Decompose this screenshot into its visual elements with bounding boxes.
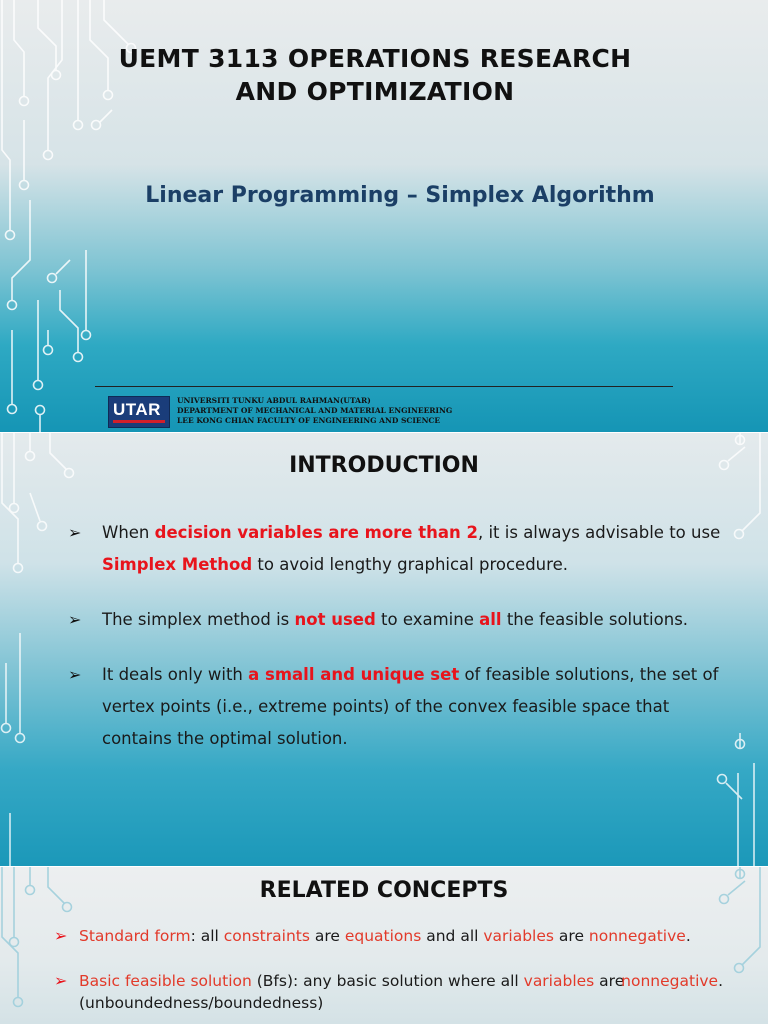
bullet-item: ➢ It deals only with a small and unique set of feasible solutions, the set of vertex points (i.e., extreme points) of the convex feasible space that contains the optimal solution. [68,659,728,755]
concept-bullet-list [54,925,754,1014]
bullet-item: ➢ Standard form: all constraints are equations and all variables are nonnegative. [54,926,691,945]
course-title-line2: AND OPTIMIZATION [235,77,515,106]
highlight-text: Basic feasible solution [79,972,252,990]
arrow-bullet-icon: ➢ [54,926,68,945]
course-title-line1: UEMT 3113 OPERATIONS RESEARCH [118,44,632,73]
slide-heading: INTRODUCTION [289,453,479,478]
institution-info [177,396,452,426]
slide-subtitle: Linear Programming – Simplex Algorithm [145,183,655,208]
highlight-text: all [479,610,502,629]
arrow-bullet-icon: ➢ [54,971,68,990]
faculty-name: LEE KONG CHIAN FACULTY OF ENGINEERING AND SCIENCE [177,416,441,425]
course-title [100,42,650,108]
highlight-text: Simplex Method [102,555,253,574]
highlight-text: Standard form [79,927,191,945]
bullet-item: ➢ Basic feasible solution (Bfs): any basic solution where all variables are nonnegative. (unboundedness/boundedness) [54,971,724,1012]
highlight-text: not used [294,610,376,629]
introduction-slide [0,433,768,866]
logo-text: UTAR [113,400,161,419]
slide-heading: RELATED CONCEPTS [259,878,509,903]
utar-logo [108,396,170,428]
bullet-item: ➢ The simplex method is not used to examine all the feasible solutions. [68,604,728,636]
title-slide [0,0,768,432]
university-name: UNIVERSITI TUNKU ABDUL RAHMAN(UTAR) [177,396,371,405]
footer-divider [95,386,673,387]
arrow-bullet-icon: ➢ [68,610,82,629]
highlight-text: decision variables are more than 2 [154,523,478,542]
intro-bullet-list [68,517,728,755]
department-name: DEPARTMENT OF MECHANICAL AND MATERIAL ENGINEERING [177,406,453,415]
highlight-text: a small and unique set [248,665,460,684]
bullet-item: ➢ When decision variables are more than 2, it is always advisable to use Simplex Method to avoid lengthy graphical procedure. [68,517,728,581]
logo-stripe [113,420,165,423]
arrow-bullet-icon: ➢ [68,523,82,542]
arrow-bullet-icon: ➢ [68,665,82,684]
